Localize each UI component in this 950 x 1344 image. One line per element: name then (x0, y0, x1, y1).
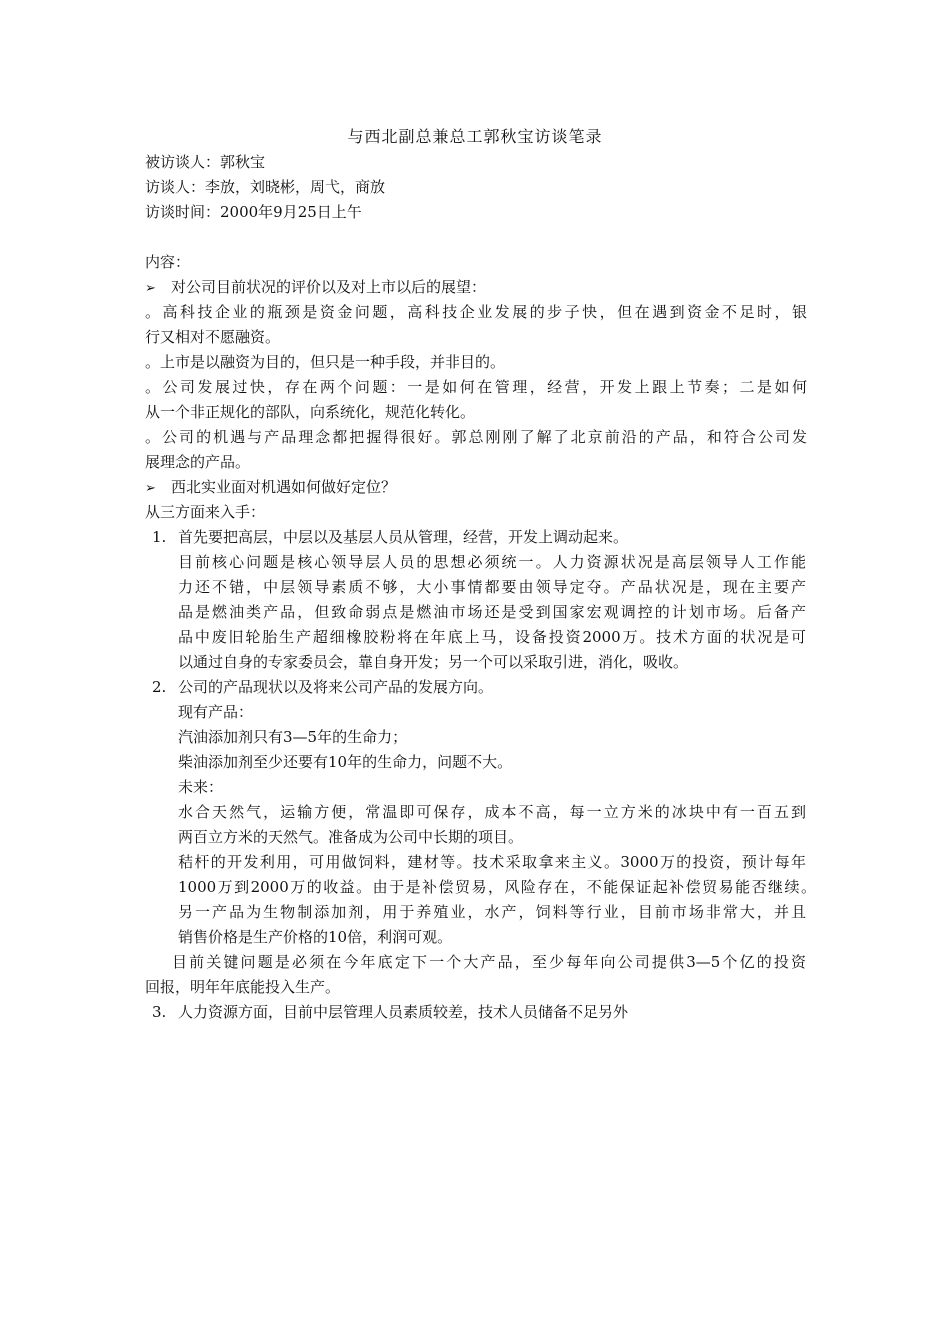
paragraph-line: 行又相对不愿融资。 (145, 328, 281, 346)
future-label: 未来： (178, 778, 224, 796)
paragraph-line: 汽油添加剂只有3—5年的生命力； (178, 728, 408, 746)
paragraph-line: 另一产品为生物制添加剂，用于养殖业，水产，饲料等行业，目前市场非常大，并且 (178, 903, 806, 921)
paragraph-line: 目前关键问题是必须在今年底定下一个大产品，至少每年向公司提供3—5个亿的投资 (172, 953, 806, 971)
paragraph-line: 1000万到2000万的收益。由于是补偿贸易，风险存在，不能保证起补偿贸易能否继续。 (178, 878, 816, 896)
paragraph-line: 两百立方米的天然气。准备成为公司中长期的项目。 (178, 828, 524, 846)
list-item-1 (152, 525, 628, 550)
interview-time-line: 访谈时间：2000年9月25日上午 (145, 203, 362, 221)
document-title: 与西北副总兼总工郭秋宝访谈笔录 (347, 127, 603, 146)
list-number: 2. (152, 678, 167, 696)
question-1 (145, 275, 486, 300)
three-aspects-intro: 从三方面来入手： (145, 503, 266, 521)
question-2 (145, 475, 396, 500)
question-1-text: 对公司目前状况的评价以及对上市以后的展望： (171, 278, 487, 296)
paragraph-line: 秸杆的开发利用，可用做饲料，建材等。技术采取拿来主义。3000万的投资，预计每年 (178, 853, 806, 871)
list-item-2 (152, 675, 493, 700)
paragraph-line: 。公司的机遇与产品理念都把握得很好。郭总刚刚了解了北京前沿的产品，和符合公司发 (145, 428, 807, 446)
paragraph-line: 品是燃油类产品，但致命弱点是燃油市场还是受到国家宏观调控的计划市场。后备产 (178, 603, 806, 621)
paragraph-line: 。公司发展过快，存在两个问题：一是如何在管理，经营，开发上跟上节奏；二是如何 (145, 378, 807, 396)
list-number: 1. (152, 528, 167, 546)
paragraph-line: 力还不错，中层领导素质不够，大小事情都要由领导定夺。产品状况是，现在主要产 (178, 578, 806, 596)
interviewee-line: 被访谈人：郭秋宝 (145, 153, 266, 171)
paragraph-line: 。高科技企业的瓶颈是资金问题，高科技企业发展的步子快，但在遇到资金不足时，银 (145, 303, 807, 321)
paragraph-line: 。上市是以融资为目的，但只是一种手段，并非目的。 (145, 353, 506, 371)
paragraph-line: 以通过自身的专家委员会，靠自身开发；另一个可以采取引进，消化，吸收。 (178, 653, 689, 671)
paragraph-line: 展理念的产品。 (145, 453, 251, 471)
interviewers-line: 访谈人：李放，刘晓彬，周弋，商放 (145, 178, 386, 196)
paragraph-line: 水合天然气，运输方便，常温即可保存，成本不高，每一立方米的冰块中有一百五到 (178, 803, 806, 821)
current-products-label: 现有产品： (178, 703, 254, 721)
paragraph-line: 柴油添加剂至少还要有10年的生命力，问题不大。 (178, 753, 513, 771)
list-item-heading: 人力资源方面，目前中层管理人员素质较差，技术人员储备不足另外 (178, 1003, 629, 1021)
bullet-arrow-icon: ➢ (145, 481, 156, 496)
list-item-heading: 公司的产品现状以及将来公司产品的发展方向。 (178, 678, 494, 696)
list-number: 3. (152, 1003, 167, 1021)
paragraph-line: 回报，明年年底能投入生产。 (145, 978, 341, 996)
bullet-arrow-icon: ➢ (145, 281, 156, 296)
list-item-heading: 首先要把高层，中层以及基层人员从管理，经营，开发上调动起来。 (178, 528, 629, 546)
list-item-3 (152, 1000, 628, 1025)
question-2-text: 西北实业面对机遇如何做好定位？ (171, 478, 397, 496)
content-label: 内容： (145, 253, 191, 271)
paragraph-line: 品中废旧轮胎生产超细橡胶粉将在年底上马，设备投资2000万。技术方面的状况是可 (178, 628, 806, 646)
paragraph-line: 销售价格是生产价格的10倍，利润可观。 (178, 928, 453, 946)
paragraph-line: 目前核心问题是核心领导层人员的思想必须统一。人力资源状况是高层领导人工作能 (178, 553, 806, 571)
paragraph-line: 从一个非正规化的部队，向系统化，规范化转化。 (145, 403, 476, 421)
